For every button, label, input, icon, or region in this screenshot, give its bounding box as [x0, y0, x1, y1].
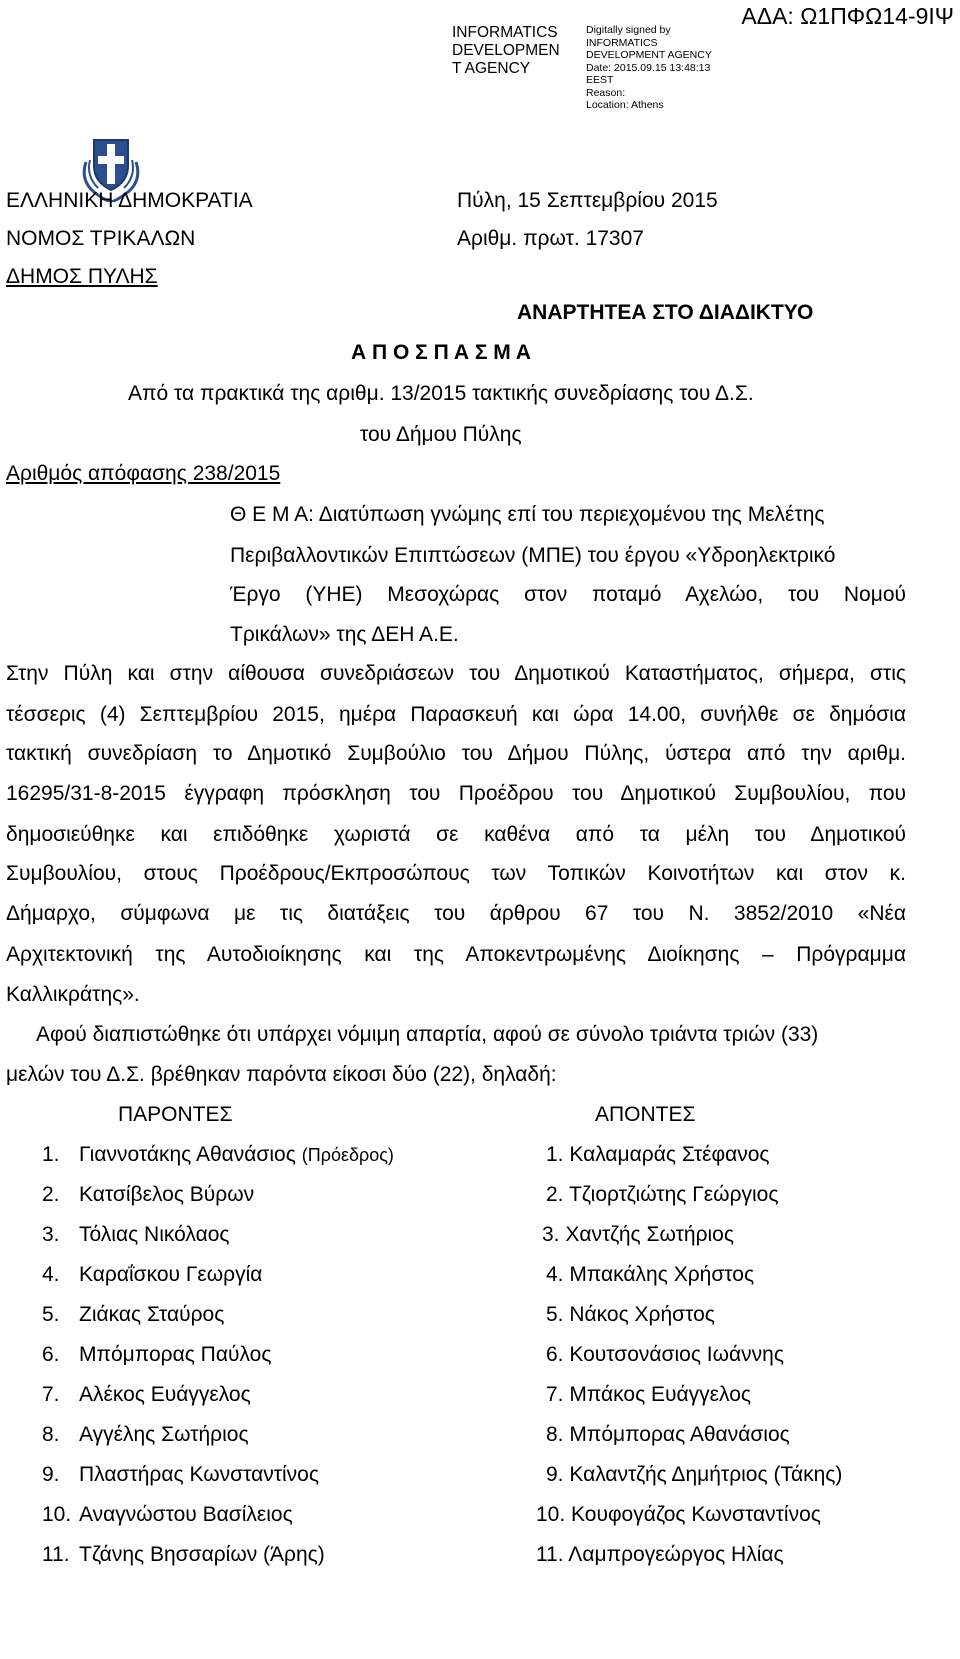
- signature-detail-line: Date: 2015.09.15 13:48:13: [586, 61, 711, 74]
- absent-item: 7. Μπάκος Ευάγγελος: [546, 1383, 752, 1406]
- present-item-name: Αλέκος Ευάγγελος: [79, 1383, 251, 1406]
- subject-line: Έργο (ΥΗΕ) Μεσοχώρας στον ποταμό Αχελώο, του Νομού: [230, 583, 906, 606]
- signature-detail-line: Reason:: [586, 86, 626, 99]
- body-line: Συμβουλίου, στους Προέδρους/Εκπροσώπους των Τοπικών Κοινοτήτων και στον κ.: [6, 862, 906, 885]
- present-item-number: 7.: [42, 1383, 60, 1406]
- signature-organization: [452, 24, 582, 78]
- present-item-number: 10.: [42, 1503, 72, 1526]
- country-label: ΕΛΛΗΝΙΚΗ ΔΗΜΟΚΡΑΤΙΑ: [6, 189, 253, 212]
- present-item-name: Κατσίβελος Βύρων: [79, 1183, 255, 1206]
- body-line: 16295/31-8-2015 έγγραφη πρόσκληση του Προέδρου του Δημοτικού Συμβουλίου, που: [6, 782, 906, 805]
- absent-item: 6. Κουτσονάσιος Ιωάννης: [546, 1343, 784, 1366]
- present-item-number: 4.: [42, 1263, 60, 1286]
- quorum-line: μελών του Δ.Σ. βρέθηκαν παρόντα είκοσι δύο (22), δηλαδή:: [6, 1063, 557, 1086]
- absent-item: 10. Κουφογάζος Κωνσταντίνος: [536, 1503, 821, 1526]
- present-item: [79, 1142, 394, 1167]
- present-item-number: 9.: [42, 1463, 60, 1486]
- signature-org-line: DEVELOPMEN: [452, 42, 560, 59]
- present-title: ΠΑΡΟΝΤΕΣ: [118, 1103, 233, 1126]
- present-item-name: Τζάνης Βησσαρίων (Άρης): [79, 1543, 325, 1566]
- present-item-name: Μπόμπορας Παύλος: [79, 1343, 272, 1366]
- present-item-name: Αγγέλης Σωτήριος: [79, 1423, 249, 1446]
- body-line: τακτική συνεδρίαση το Δημοτικό Συμβούλιο του Δήμου Πύλης, ύστερα από την αριθμ.: [6, 742, 906, 765]
- absent-item: 4. Μπακάλης Χρήστος: [546, 1263, 755, 1286]
- present-item-number: 8.: [42, 1423, 60, 1446]
- absent-item: 11. Λαμπρογεώργος Ηλίας: [536, 1543, 784, 1566]
- absent-item: 1. Καλαμαράς Στέφανος: [546, 1143, 770, 1166]
- present-item-number: 2.: [42, 1183, 60, 1206]
- signature-org-line: INFORMATICS: [452, 24, 558, 41]
- present-item-name: Πλαστήρας Κωνσταντίνος: [79, 1463, 319, 1486]
- body-line: Δήμαρχο, σύμφωνα με τις διατάξεις του άρθρου 67 του Ν. 3852/2010 «Νέα: [6, 902, 906, 925]
- municipality-label: ΔΗΜΟΣ ΠΥΛΗΣ: [6, 265, 158, 288]
- body-line: Αρχιτεκτονική της Αυτοδιοίκησης και της Αποκεντρωμένης Διοίκησης – Πρόγραμμα: [6, 943, 906, 966]
- subject-line: Θ Ε Μ Α: Διατύπωση γνώμης επί του περιεχομένου της Μελέτης: [230, 503, 825, 526]
- present-item-number: 11.: [42, 1543, 70, 1566]
- body-line: Στην Πύλη και στην αίθουσα συνεδριάσεων του Δημοτικού Καταστήματος, σήμερα, στις: [6, 662, 906, 685]
- present-item-number: 1.: [42, 1143, 60, 1166]
- subject-line: Τρικάλων» της ΔΕΗ Α.Ε.: [230, 623, 459, 646]
- absent-item: 2. Τζιορτζιώτης Γεώργιος: [546, 1183, 779, 1206]
- ada-code: ΑΔΑ: Ω1ΠΦΩ14-9ΙΨ: [741, 3, 954, 29]
- absent-item: 8. Μπόμπορας Αθανάσιος: [546, 1423, 790, 1446]
- present-item-number: 6.: [42, 1343, 60, 1366]
- signature-detail-line: DEVELOPMENT AGENCY: [586, 49, 712, 61]
- body-line: δημοσιεύθηκε και επιδόθηκε χωριστά σε καθένα από τα μέλη του Δημοτικού: [6, 823, 906, 846]
- present-item-number: 3.: [42, 1223, 60, 1246]
- body-line: τέσσερις (4) Σεπτεμβρίου 2015, ημέρα Παρασκευή και ώρα 14.00, συνήλθε σε δημόσια: [6, 703, 906, 726]
- present-item-name: Αναγνώστου Βασίλειος: [79, 1503, 293, 1526]
- protocol-number: Αριθμ. πρωτ. 17307: [457, 227, 644, 250]
- absent-item: 3. Χαντζής Σωτήριος: [542, 1223, 734, 1246]
- present-item-name: Γιαννοτάκης Αθανάσιος: [79, 1143, 296, 1166]
- signature-detail-line: INFORMATICS: [586, 36, 658, 49]
- subject-line: Περιβαλλοντικών Επιπτώσεων (ΜΠΕ) του έργου «Υδροηλεκτρικό: [230, 544, 836, 567]
- present-item-name: Καραΐσκου Γεωργία: [79, 1263, 263, 1286]
- place-date: Πύλη, 15 Σεπτεμβρίου 2015: [457, 189, 718, 212]
- body-line: Καλλικράτης».: [6, 983, 140, 1006]
- signature-detail-line: Digitally signed by: [586, 24, 671, 36]
- prefecture-label: ΝΟΜΟΣ ΤΡΙΚΑΛΩΝ: [6, 227, 196, 250]
- minutes-line: του Δήμου Πύλης: [360, 423, 522, 446]
- present-item-name: Ζιάκας Σταύρος: [79, 1303, 225, 1326]
- present-item-name: Τόλιας Νικόλαος: [79, 1223, 230, 1246]
- signature-detail-line: EEST: [586, 74, 614, 86]
- signature-org-line: T AGENCY: [452, 60, 531, 77]
- present-item-role: (Πρόεδρος): [301, 1145, 394, 1165]
- minutes-line: Από τα πρακτικά της αριθμ. 13/2015 τακτικής συνεδρίασης του Δ.Σ.: [128, 382, 754, 405]
- absent-title: ΑΠΟΝΤΕΣ: [595, 1103, 696, 1126]
- signature-details: [586, 24, 721, 112]
- excerpt-title: Α Π Ο Σ Π Α Σ Μ Α: [351, 341, 531, 364]
- signature-detail-line: Location: Athens: [586, 99, 664, 111]
- quorum-line: Αφού διαπιστώθηκε ότι υπάρχει νόμιμη απαρτία, αφού σε σύνολο τριάντα τριών (33): [36, 1023, 819, 1046]
- absent-item: 5. Νάκος Χρήστος: [546, 1303, 715, 1326]
- decision-number: Αριθμός απόφασης 238/2015: [6, 462, 281, 485]
- post-notice: ΑΝΑΡΤΗΤΕΑ ΣΤΟ ΔΙΑΔΙΚΤΥΟ: [517, 301, 814, 324]
- absent-item: 9. Καλαντζής Δημήτριος (Τάκης): [546, 1463, 843, 1486]
- present-item-number: 5.: [42, 1303, 60, 1326]
